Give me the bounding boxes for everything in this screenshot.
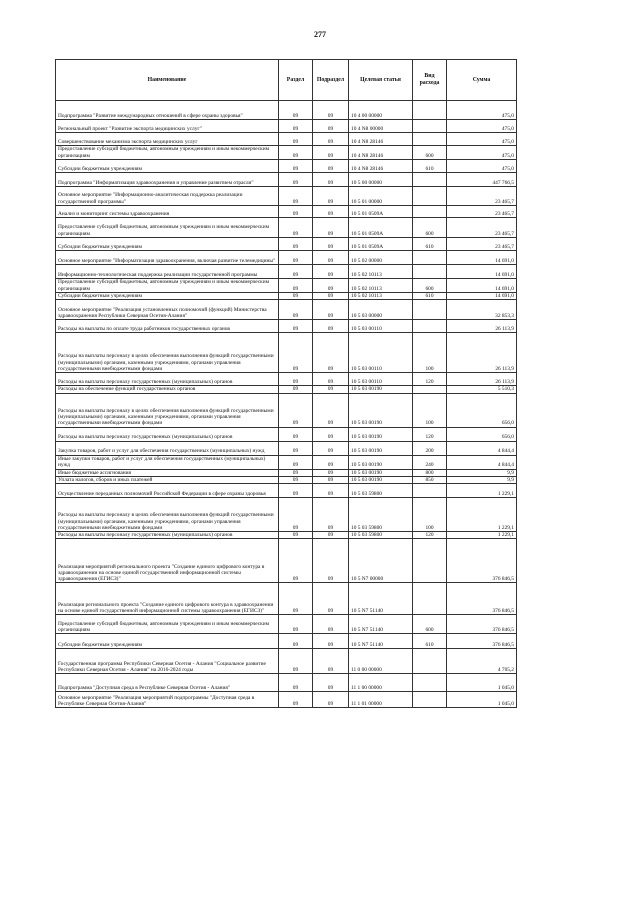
cell-subsection: 09 (313, 649, 349, 674)
cell-expense-type: 600 (413, 146, 447, 160)
cell-expense-type (413, 265, 447, 279)
cell-target: 10 5 02 10113 (349, 265, 413, 279)
cell-subsection: 09 (313, 133, 349, 146)
cell-section: 09 (279, 146, 313, 160)
cell-target: 11 1 01 00000 (349, 692, 413, 708)
cell-target: 10 5 N7 00000 (349, 539, 413, 583)
table-row (56, 101, 517, 120)
cell-name: Предоставление субсидий бюджетным, автономным учреждениям и иным некоммерческим организациям (56, 146, 279, 160)
cell-subsection: 09 (313, 293, 349, 300)
cell-name: Подпрограмма "Информатизация здравоохранения и управление развитием отрасли" (56, 173, 279, 187)
cell-section: 09 (279, 539, 313, 583)
cell-target: 10 5 03 59800 (349, 498, 413, 532)
cell-target: 10 5 N7 51140 (349, 615, 413, 634)
cell-subsection: 09 (313, 300, 349, 320)
cell-expense-type: 600 (413, 218, 447, 238)
cell-expense-type: 610 (413, 160, 447, 173)
cell-section: 09 (279, 279, 313, 293)
cell-target: 10 5 03 00190 (349, 455, 413, 469)
cell-section: 09 (279, 692, 313, 708)
cell-expense-type: 240 (413, 455, 447, 469)
cell-name: Субсидии бюджетным учреждениям (56, 634, 279, 649)
table-row (56, 187, 517, 206)
cell-amount: 1 229,1 (447, 532, 517, 539)
table-row (56, 251, 517, 265)
cell-target: 10 4 N8 28146 (349, 160, 413, 173)
cell-expense-type: 100 (413, 333, 447, 373)
table-row (56, 173, 517, 187)
cell-expense-type (413, 133, 447, 146)
cell-section: 09 (279, 187, 313, 206)
cell-expense-type: 850 (413, 476, 447, 483)
cell-subsection: 09 (313, 615, 349, 634)
cell-name: Расходы на обеспечение функций государственных органов (56, 386, 279, 393)
cell-name: Расходы на выплаты по оплате труда работников государственных органов (56, 320, 279, 333)
cell-expense-type: 120 (413, 373, 447, 386)
cell-expense-type (413, 583, 447, 615)
cell-name: Информационно-технологическая поддержка реализации государственной программы (56, 265, 279, 279)
budget-table (55, 59, 517, 708)
cell-name: Субсидии бюджетным учреждениям (56, 238, 279, 251)
cell-subsection: 09 (313, 692, 349, 708)
cell-name: Расходы на выплаты персоналу государственных (муниципальных) органов (56, 373, 279, 386)
cell-target: 10 5 03 00190 (349, 393, 413, 427)
cell-amount: 23 465,7 (447, 218, 517, 238)
cell-subsection: 09 (313, 532, 349, 539)
cell-subsection: 09 (313, 218, 349, 238)
cell-section: 09 (279, 532, 313, 539)
cell-target: 10 5 03 59800 (349, 484, 413, 498)
cell-section: 09 (279, 649, 313, 674)
cell-name: Предоставление субсидий бюджетным, автономным учреждениям и иным некоммерческим организациям (56, 615, 279, 634)
cell-expense-type: 600 (413, 279, 447, 293)
cell-amount: 9,9 (447, 469, 517, 476)
cell-section: 09 (279, 300, 313, 320)
header-subsection: Подраздел (313, 60, 349, 101)
cell-amount: 475,0 (447, 101, 517, 120)
cell-subsection: 09 (313, 455, 349, 469)
cell-name: Основное мероприятие "Информационно-аналитическая поддержка реализации государственной программы" (56, 187, 279, 206)
cell-section: 09 (279, 615, 313, 634)
cell-target: 10 4 N8 28146 (349, 146, 413, 160)
page-number: 277 (314, 30, 326, 39)
cell-expense-type (413, 484, 447, 498)
cell-amount: 475,0 (447, 160, 517, 173)
cell-target: 10 5 03 00110 (349, 373, 413, 386)
cell-amount: 4 705,2 (447, 649, 517, 674)
cell-amount: 5 510,3 (447, 386, 517, 393)
table-row (56, 532, 517, 539)
table-row (56, 373, 517, 386)
cell-name: Расходы на выплаты персоналу в целях обеспечения выполнения функций государственными (муниципальными) органами, казенными учреждениями, органами управления государственными внебюджетными фондами (56, 333, 279, 373)
cell-amount: 1 229,1 (447, 498, 517, 532)
cell-section: 09 (279, 265, 313, 279)
cell-amount: 14 691,0 (447, 279, 517, 293)
table-row (56, 455, 517, 469)
cell-expense-type: 610 (413, 293, 447, 300)
cell-section: 09 (279, 238, 313, 251)
table-row (56, 279, 517, 293)
cell-subsection: 09 (313, 583, 349, 615)
cell-amount: 475,0 (447, 146, 517, 160)
header-name: Наименование (56, 60, 279, 101)
cell-amount: 656,0 (447, 427, 517, 441)
cell-section: 09 (279, 498, 313, 532)
table-row (56, 583, 517, 615)
cell-subsection: 09 (313, 333, 349, 373)
cell-target: 10 5 N7 51140 (349, 634, 413, 649)
cell-subsection: 09 (313, 265, 349, 279)
cell-expense-type: 120 (413, 532, 447, 539)
cell-amount: 14 691,0 (447, 293, 517, 300)
cell-name: Расходы на выплаты персоналу государственных (муниципальных) органов (56, 532, 279, 539)
cell-subsection: 09 (313, 484, 349, 498)
cell-subsection: 09 (313, 674, 349, 692)
cell-amount: 23 465,7 (447, 238, 517, 251)
cell-expense-type: 100 (413, 393, 447, 427)
table-row (56, 265, 517, 279)
cell-target: 10 4 00 00000 (349, 101, 413, 120)
cell-target: 11 1 00 00000 (349, 674, 413, 692)
cell-section: 09 (279, 251, 313, 265)
cell-section: 09 (279, 583, 313, 615)
cell-section: 09 (279, 455, 313, 469)
cell-target: 10 5 03 00190 (349, 386, 413, 393)
cell-amount: 376 846,5 (447, 634, 517, 649)
cell-amount: 14 691,0 (447, 251, 517, 265)
cell-name: Реализация мероприятий регионального проекта "Создание единого цифрового контура в здравоохранении на основе единой государственной информационной системы здравоохранения (ЕГИСЗ)" (56, 539, 279, 583)
table-row (56, 293, 517, 300)
cell-subsection: 09 (313, 101, 349, 120)
cell-expense-type: 120 (413, 427, 447, 441)
cell-section: 09 (279, 120, 313, 133)
cell-section: 09 (279, 386, 313, 393)
cell-name: Совершенствование механизма экспорта медицинских услуг (56, 133, 279, 146)
cell-amount: 1 045,0 (447, 674, 517, 692)
cell-amount: 376 846,5 (447, 615, 517, 634)
table-row (56, 218, 517, 238)
cell-section: 09 (279, 634, 313, 649)
table-row (56, 615, 517, 634)
cell-target: 10 5 01 00000 (349, 187, 413, 206)
table-row (56, 133, 517, 146)
table-row (56, 634, 517, 649)
table-row (56, 441, 517, 455)
cell-expense-type (413, 206, 447, 218)
cell-subsection: 09 (313, 539, 349, 583)
table-row (56, 476, 517, 483)
cell-amount: 26 113,9 (447, 320, 517, 333)
cell-section: 09 (279, 133, 313, 146)
cell-amount: 14 691,0 (447, 265, 517, 279)
cell-amount: 376 846,5 (447, 583, 517, 615)
cell-amount: 1 229,1 (447, 484, 517, 498)
cell-subsection: 09 (313, 160, 349, 173)
cell-name: Государственная программа Республики Северная Осетия - Алания "Социальное развитие Республики Северная Осетия - Алания" на 2016-2024 годы (56, 649, 279, 674)
cell-subsection: 09 (313, 393, 349, 427)
cell-subsection: 09 (313, 279, 349, 293)
table-row (56, 386, 517, 393)
cell-name: Субсидии бюджетным учреждениям (56, 293, 279, 300)
cell-subsection: 09 (313, 146, 349, 160)
cell-target: 10 5 03 00000 (349, 300, 413, 320)
cell-subsection: 09 (313, 373, 349, 386)
cell-subsection: 09 (313, 386, 349, 393)
cell-amount: 23 465,7 (447, 206, 517, 218)
cell-expense-type: 610 (413, 634, 447, 649)
table-row (56, 484, 517, 498)
cell-amount: 32 853,3 (447, 300, 517, 320)
table-row (56, 160, 517, 173)
cell-target: 10 5 01 0509А (349, 238, 413, 251)
cell-target: 10 5 01 0509А (349, 218, 413, 238)
header-target: Целевая статья (349, 60, 413, 101)
cell-amount: 26 113,9 (447, 333, 517, 373)
cell-expense-type (413, 187, 447, 206)
cell-expense-type (413, 674, 447, 692)
cell-name: Предоставление субсидий бюджетным, автономным учреждениям и иным некоммерческим организациям (56, 279, 279, 293)
table-row (56, 320, 517, 333)
table-row (56, 146, 517, 160)
cell-subsection: 09 (313, 238, 349, 251)
cell-amount: 475,0 (447, 133, 517, 146)
table-row (56, 692, 517, 708)
cell-target: 10 5 01 0509А (349, 206, 413, 218)
table-row (56, 206, 517, 218)
cell-section: 09 (279, 674, 313, 692)
cell-expense-type (413, 692, 447, 708)
cell-expense-type (413, 251, 447, 265)
cell-name: Основное мероприятие "Реализация мероприятий подпрограммы "Доступная среда в Республике Северная Осетия-Алания" (56, 692, 279, 708)
cell-subsection: 09 (313, 251, 349, 265)
cell-amount: 447 766,5 (447, 173, 517, 187)
cell-target: 10 5 03 00190 (349, 469, 413, 476)
cell-amount: 9,9 (447, 476, 517, 483)
cell-expense-type: 600 (413, 615, 447, 634)
header-section: Раздел (279, 60, 313, 101)
cell-name: Подпрограмма "Развитие международных отношений в сфере охраны здоровья" (56, 101, 279, 120)
cell-target: 10 5 N7 51140 (349, 583, 413, 615)
cell-section: 09 (279, 427, 313, 441)
cell-section: 09 (279, 320, 313, 333)
cell-section: 09 (279, 469, 313, 476)
cell-amount: 475,0 (447, 120, 517, 133)
cell-amount: 4 844,4 (447, 455, 517, 469)
cell-target: 10 5 03 00190 (349, 427, 413, 441)
cell-section: 09 (279, 333, 313, 373)
cell-subsection: 09 (313, 120, 349, 133)
cell-name: Основное мероприятие "Реализация установленных полномочий (функций) Министерства здравоохранения Республики Северная Осетия-Алания" (56, 300, 279, 320)
table-row (56, 649, 517, 674)
cell-name: Расходы на выплаты персоналу в целях обеспечения выполнения функций государственными (муниципальными) органами, казенными учреждениями, органами управления государственными внебюджетными фондами (56, 498, 279, 532)
cell-section: 09 (279, 101, 313, 120)
cell-section: 09 (279, 206, 313, 218)
cell-name: Региональный проект "Развитие экспорта медицинских услуг" (56, 120, 279, 133)
cell-name: Иные бюджетные ассигнования (56, 469, 279, 476)
table-row (56, 674, 517, 692)
cell-section: 09 (279, 484, 313, 498)
cell-amount: 656,0 (447, 393, 517, 427)
cell-target: 10 4 N8 28146 (349, 133, 413, 146)
cell-section: 09 (279, 173, 313, 187)
cell-amount: 376 846,5 (447, 539, 517, 583)
cell-section: 09 (279, 293, 313, 300)
table-row (56, 393, 517, 427)
cell-amount: 26 113,9 (447, 373, 517, 386)
table-row (56, 120, 517, 133)
cell-target: 10 4 N8 00000 (349, 120, 413, 133)
cell-expense-type (413, 320, 447, 333)
table-row (56, 238, 517, 251)
cell-amount: 1 045,0 (447, 692, 517, 708)
cell-name: Расходы на выплаты персоналу государственных (муниципальных) органов (56, 427, 279, 441)
cell-name: Предоставление субсидий бюджетным, автономным учреждениям и иным некоммерческим организациям (56, 218, 279, 238)
cell-subsection: 09 (313, 173, 349, 187)
cell-subsection: 09 (313, 427, 349, 441)
cell-name: Иные закупки товаров, работ и услуг для обеспечения государственных (муниципальных) нужд (56, 455, 279, 469)
cell-subsection: 09 (313, 476, 349, 483)
table-row (56, 469, 517, 476)
cell-target: 10 5 03 00110 (349, 333, 413, 373)
cell-name: Подпрограмма "Доступная среда в Республике Северная Осетия - Алания" (56, 674, 279, 692)
table-header-row (56, 60, 517, 101)
cell-target: 10 5 02 10113 (349, 279, 413, 293)
cell-subsection: 09 (313, 187, 349, 206)
cell-name: Анализ и мониторинг системы здравоохранения (56, 206, 279, 218)
cell-expense-type: 800 (413, 469, 447, 476)
header-expense-type: Вид расхода (413, 60, 447, 101)
cell-subsection: 09 (313, 441, 349, 455)
cell-target: 10 5 03 59800 (349, 532, 413, 539)
cell-section: 09 (279, 218, 313, 238)
cell-name: Основное мероприятие "Информатизация здравоохранения, включая развитие телемедицины" (56, 251, 279, 265)
cell-subsection: 09 (313, 634, 349, 649)
cell-amount: 4 844,4 (447, 441, 517, 455)
cell-target: 10 5 02 00000 (349, 251, 413, 265)
cell-subsection: 09 (313, 320, 349, 333)
table-row (56, 539, 517, 583)
cell-expense-type (413, 539, 447, 583)
cell-expense-type: 200 (413, 441, 447, 455)
cell-subsection: 09 (313, 469, 349, 476)
cell-section: 09 (279, 441, 313, 455)
cell-section: 09 (279, 373, 313, 386)
cell-section: 09 (279, 393, 313, 427)
cell-name: Уплата налогов, сборов и иных платежей (56, 476, 279, 483)
cell-subsection: 09 (313, 498, 349, 532)
cell-name: Осуществление переданных полномочий Российской Федерации в сфере охраны здоровья (56, 484, 279, 498)
table-row (56, 427, 517, 441)
cell-expense-type (413, 173, 447, 187)
cell-name: Закупка товаров, работ и услуг для обеспечения государственных (муниципальных) нужд (56, 441, 279, 455)
cell-target: 10 5 03 00190 (349, 441, 413, 455)
cell-section: 09 (279, 160, 313, 173)
cell-target: 11 0 00 00000 (349, 649, 413, 674)
cell-name: Субсидии бюджетным учреждениям (56, 160, 279, 173)
cell-name: Расходы на выплаты персоналу в целях обеспечения выполнения функций государственными (муниципальными) органами, казенными учреждениями, органами управления государственными внебюджетными фондами (56, 393, 279, 427)
cell-target: 10 5 00 00000 (349, 173, 413, 187)
cell-name: Реализация регионального проекта "Создание единого цифрового контура в здравоохранении на основе единой государственной информационной системы здравоохранения (ЕГИСЗ)" (56, 583, 279, 615)
table-row (56, 333, 517, 373)
cell-target: 10 5 02 10113 (349, 293, 413, 300)
cell-expense-type (413, 649, 447, 674)
cell-section: 09 (279, 476, 313, 483)
cell-target: 10 5 03 00190 (349, 476, 413, 483)
cell-expense-type (413, 101, 447, 120)
cell-expense-type (413, 120, 447, 133)
cell-expense-type: 100 (413, 498, 447, 532)
cell-expense-type (413, 386, 447, 393)
table-row (56, 300, 517, 320)
header-amount: Сумма (447, 60, 517, 101)
cell-amount: 23 465,7 (447, 187, 517, 206)
cell-expense-type: 610 (413, 238, 447, 251)
cell-target: 10 5 03 00110 (349, 320, 413, 333)
table-row (56, 498, 517, 532)
cell-subsection: 09 (313, 206, 349, 218)
cell-expense-type (413, 300, 447, 320)
